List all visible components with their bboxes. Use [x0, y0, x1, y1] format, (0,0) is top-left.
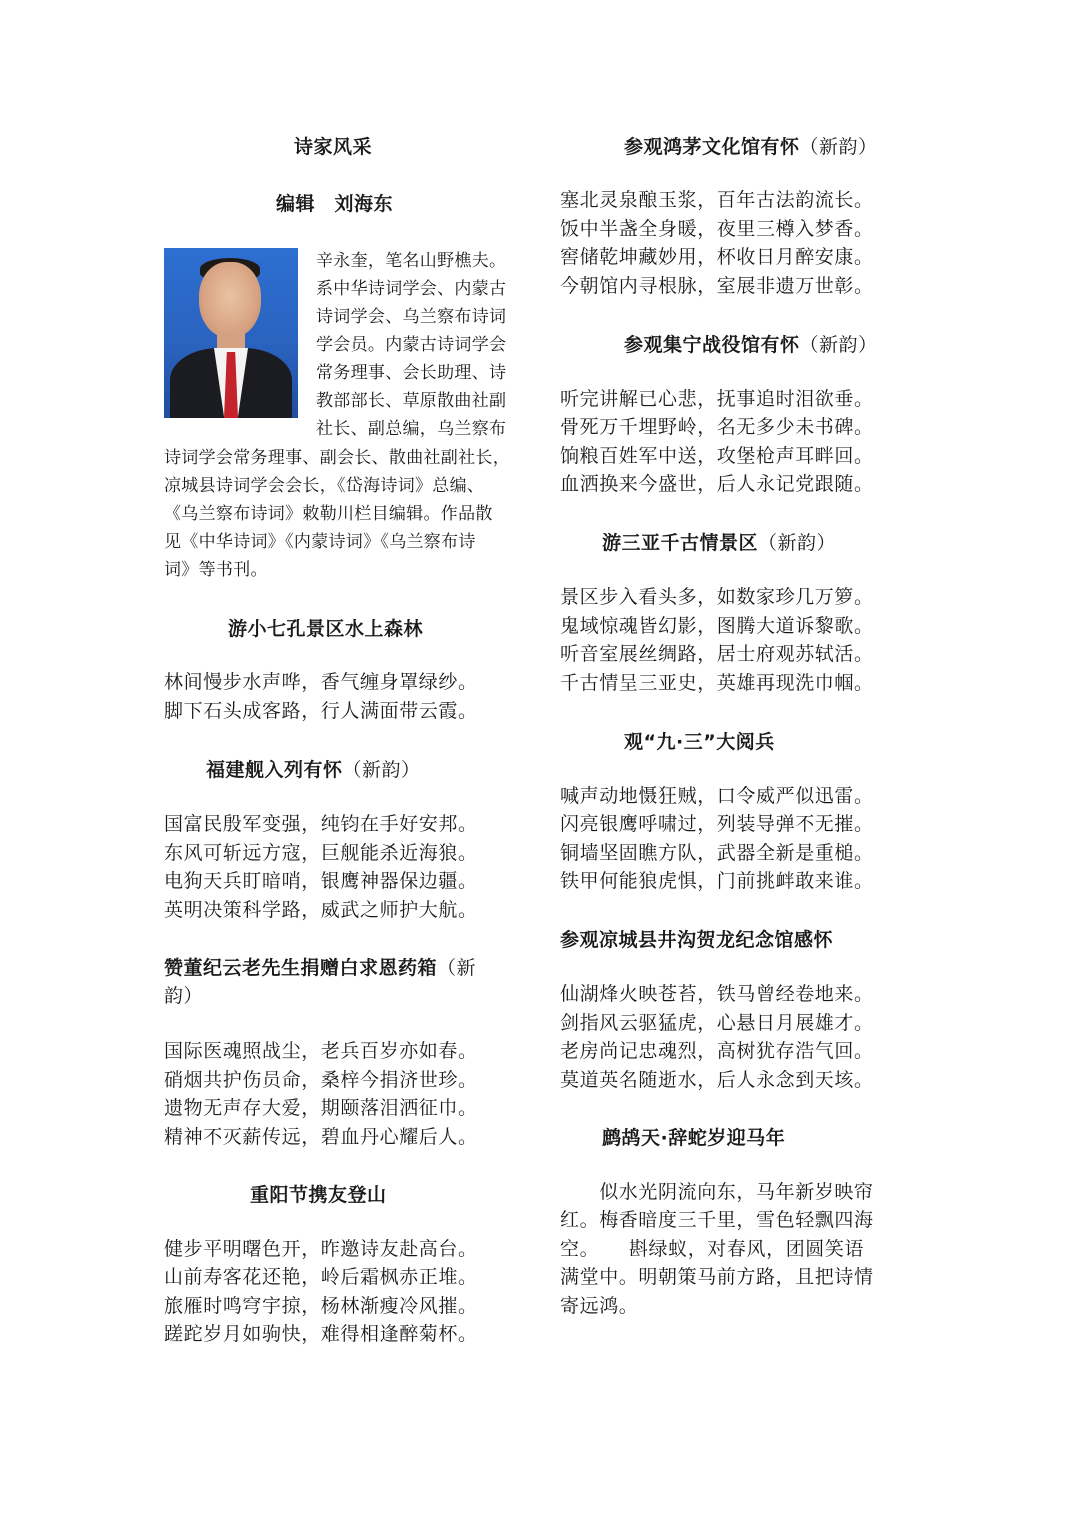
poem-line: 千古情呈三亚史，英雄再现洗巾帼。	[560, 672, 874, 694]
poem-line: 满堂中。明朝策马前方路，且把诗情	[560, 1266, 874, 1288]
poem-line: 红。梅香暗度三千里，雪色轻飘四海	[560, 1209, 874, 1231]
poem-title: 游小七孔景区水上森林	[228, 618, 424, 640]
poem-line: 英明决策科学路，威武之师护大航。	[164, 899, 478, 921]
author-photo	[164, 248, 298, 418]
poem-line: 骨死万千埋野岭，名无多少未书碑。	[560, 416, 874, 438]
poem-line: 硝烟共护伤员命，桑梓今捐济世珍。	[164, 1069, 478, 1091]
poem-line: 空。 斟绿蚁，对春风，团圆笑语	[560, 1238, 865, 1260]
poem-title: 参观鸿茅文化馆有怀（新韵）	[624, 136, 878, 158]
poem-line: 旅雁时鸣穹宇掠，杨林渐瘦冷风摧。	[164, 1295, 478, 1317]
poem-title: 重阳节携友登山	[250, 1184, 387, 1206]
bio-line: 见《中华诗词》《内蒙诗词》《乌兰察布诗	[164, 532, 476, 552]
poem-line: 今朝馆内寻根脉，室展非遗万世彰。	[560, 275, 874, 297]
poem-line: 剑指风云驱猛虎，心悬日月展雄才。	[560, 1012, 874, 1034]
bio-line: 社长、副总编，乌兰察布	[316, 419, 507, 439]
poem-line: 电狗天兵盯暗哨，银鹰神器保边疆。	[164, 870, 478, 892]
poem-line: 喊声动地慑狂贼，口令威严似迅雷。	[560, 785, 874, 807]
poem-title: 赞董纪云老先生捐赠白求恩药箱（新	[164, 957, 477, 979]
poem-line: 窖储乾坤藏妙用，杯收日月醉安康。	[560, 246, 874, 268]
poem-line: 铜墙坚固瞧方队，武器全新是重槌。	[560, 842, 874, 864]
poem-line: 遗物无声存大爱，期颐落泪洒征巾。	[164, 1097, 478, 1119]
poem-line: 听音室展丝绸路，居士府观苏轼活。	[560, 643, 874, 665]
bio-line: 《乌兰察布诗词》敕勒川栏目编辑。作品散	[164, 504, 493, 524]
poem-line: 老房尚记忠魂烈，高树犹存浩气回。	[560, 1040, 874, 1062]
poem-tag: （新韵）	[342, 759, 421, 781]
editor-credit: 编辑 刘海东	[276, 193, 394, 215]
poem-line: 脚下石头成客路，行人满面带云霞。	[164, 700, 478, 722]
poem-title-cont: 韵）	[164, 985, 204, 1007]
bio-line: 诗词学会、乌兰察布诗词	[316, 307, 507, 327]
poem-line: 铁甲何能狼虎惧，门前挑衅敢来谁。	[560, 870, 874, 892]
poem-line: 健步平明曙色开，昨邀诗友赴高台。	[164, 1238, 478, 1260]
section-title: 诗家风采	[294, 136, 373, 158]
poem-tag: （新韵）	[799, 334, 878, 356]
poem-line: 饭中半盏全身暖，夜里三樽入梦香。	[560, 218, 874, 240]
bio-line: 常务理事、会长助理、诗	[316, 363, 507, 383]
poem-line: 国富民殷军变强，纯钧在手好安邦。	[164, 813, 478, 835]
poem-line: 寄远鸿。	[560, 1295, 639, 1317]
poem-title: 游三亚千古情景区（新韵）	[602, 532, 837, 554]
poem-line: 景区步入看头多，如数家珍几万箩。	[560, 586, 874, 608]
bio-line: 凉城县诗词学会会长，《岱海诗词》总编、	[164, 476, 485, 496]
bio-line: 学会员。内蒙古诗词学会	[316, 335, 507, 355]
poem-line: 山前寿客花还艳，岭后霜枫赤正堆。	[164, 1266, 478, 1288]
poem-line: 听完讲解已心悲，抚事追时泪欲垂。	[560, 388, 874, 410]
bio-line: 诗词学会常务理事、副会长、散曲社副社长，	[164, 448, 510, 468]
bio-line: 辛永奎，笔名山野樵夫。	[316, 251, 507, 271]
bio-line: 词》等书刊。	[164, 560, 268, 580]
poem-title: 参观集宁战役馆有怀（新韵）	[624, 334, 878, 356]
poem-title: 福建舰入列有怀（新韵）	[206, 759, 421, 781]
poem-line: 饷粮百姓军中送，攻堡枪声耳畔回。	[560, 445, 874, 467]
poem-line: 血洒换来今盛世，后人永记党跟随。	[560, 473, 874, 495]
poem-line: 东风可斩远方寇，巨舰能杀近海狼。	[164, 842, 478, 864]
poem-title: 鹧鸪天·辞蛇岁迎马年	[602, 1127, 786, 1149]
poem-line: 蹉跎岁月如驹快，难得相逢醉菊杯。	[164, 1323, 478, 1345]
poem-tag: （新	[437, 957, 477, 979]
poem-tag: （新韵）	[758, 532, 837, 554]
poem-line: 塞北灵泉酿玉浆，百年古法韵流长。	[560, 189, 874, 211]
bio-line: 系中华诗词学会、内蒙古	[316, 279, 507, 299]
poem-title: 观“九·三”大阅兵	[624, 731, 775, 753]
poem-line: 林间慢步水声哗，香气缠身罩绿纱。	[164, 671, 478, 693]
poem-title: 参观凉城县井沟贺龙纪念馆感怀	[560, 929, 834, 951]
poem-line: 闪亮银鹰呼啸过，列装导弹不无摧。	[560, 813, 874, 835]
bio-line: 教部部长、草原散曲社副	[316, 391, 507, 411]
poem-line: 国际医魂照战尘，老兵百岁亦如春。	[164, 1040, 478, 1062]
poem-line: 精神不灭薪传远，碧血丹心耀后人。	[164, 1126, 478, 1148]
poem-line: 莫道英名随逝水，后人永念到天垓。	[560, 1069, 874, 1091]
poem-line: 似水光阴流向东，马年新岁映帘	[560, 1181, 874, 1203]
poem-tag: （新韵）	[799, 136, 878, 158]
poem-line: 仙湖烽火映苍苔，铁马曾经卷地来。	[560, 983, 874, 1005]
poem-line: 鬼域惊魂皆幻影，图腾大道诉黎歌。	[560, 615, 874, 637]
